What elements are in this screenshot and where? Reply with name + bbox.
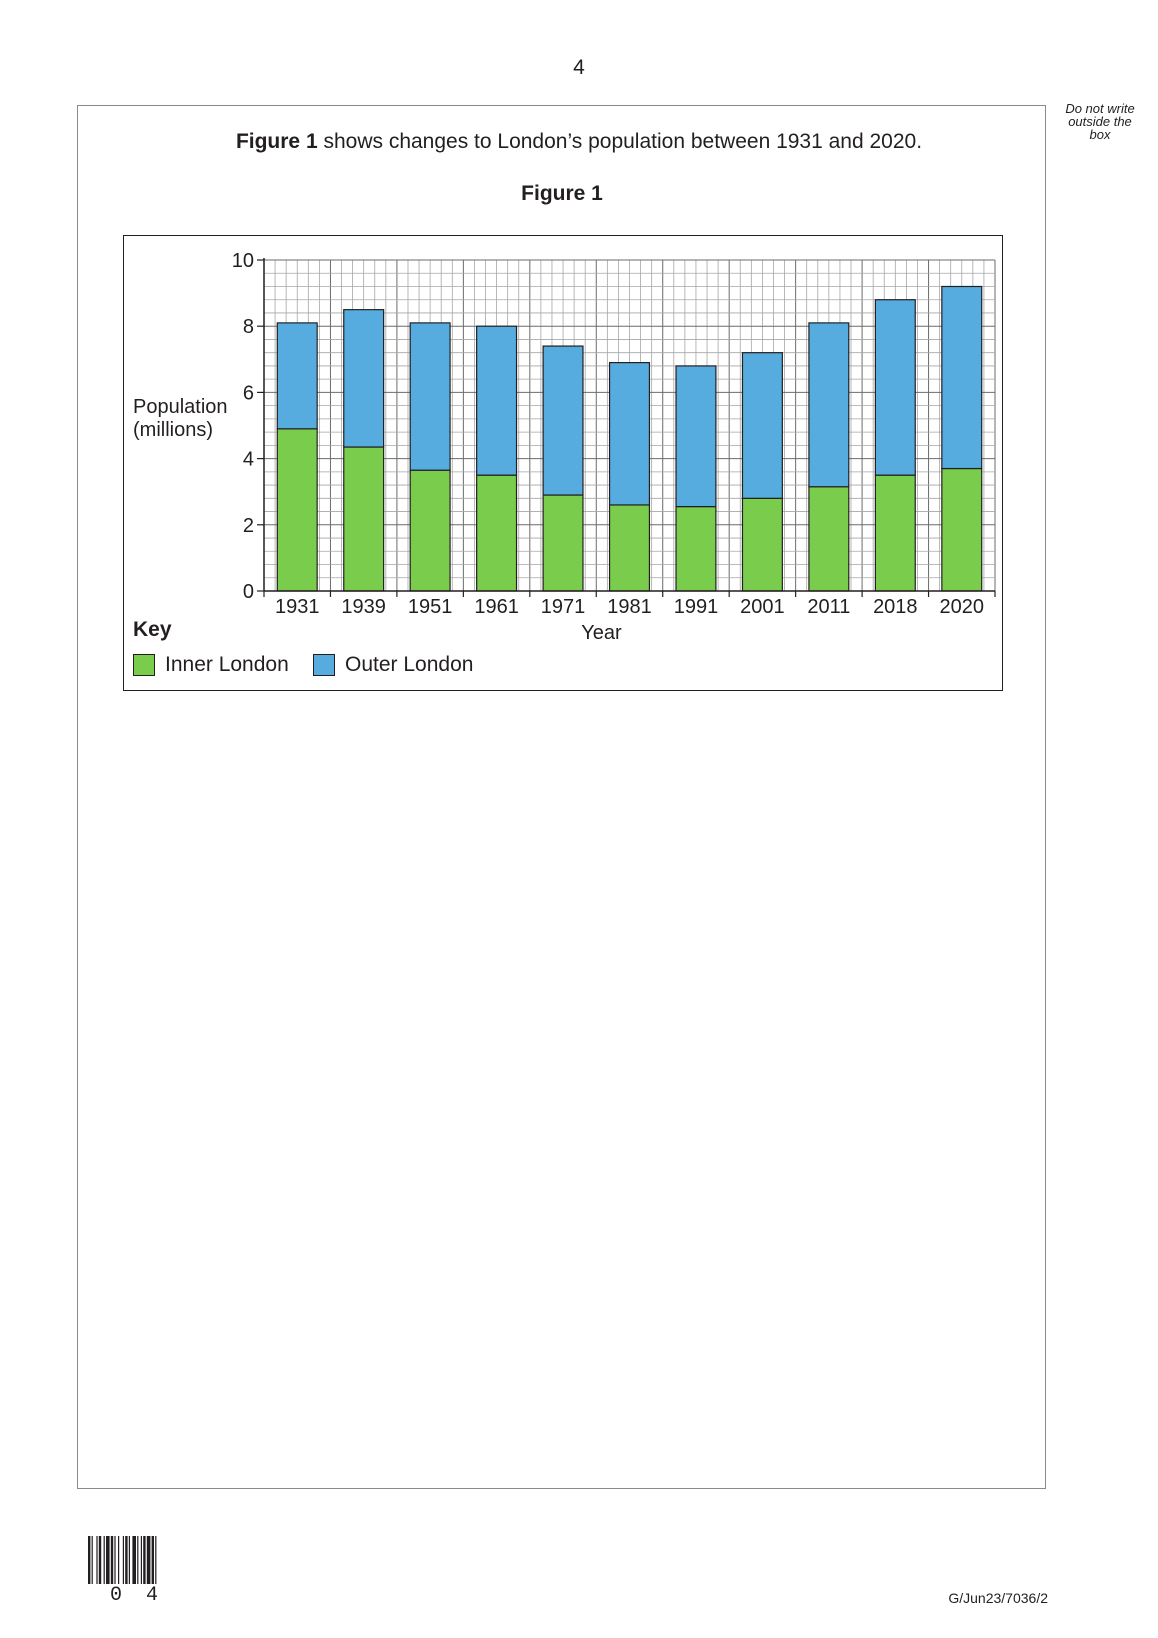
bar-inner-london-2011 <box>809 487 849 591</box>
bar-outer-london-1961 <box>477 326 517 475</box>
barcode-bar <box>137 1536 138 1584</box>
bar-outer-london-2020 <box>942 286 982 468</box>
inner-london-swatch <box>133 654 155 676</box>
x-tick-label-2020: 2020 <box>939 596 985 618</box>
inner-london-label: Inner London <box>165 653 289 676</box>
document-code: G/Jun23/7036/2 <box>948 1590 1048 1606</box>
barcode-bar <box>152 1536 154 1584</box>
bar-inner-london-1971 <box>543 495 583 591</box>
x-tick-label-2018: 2018 <box>873 596 918 618</box>
y-tick-label-2: 2 <box>242 514 254 537</box>
x-tick-label-1991: 1991 <box>673 596 719 618</box>
bar-inner-london-1991 <box>676 507 716 591</box>
bar-inner-london-2001 <box>742 498 782 591</box>
barcode-bar <box>147 1536 151 1584</box>
bar-outer-london-1931 <box>277 323 317 429</box>
bar-outer-london-1939 <box>344 310 384 447</box>
x-tick-label-1931: 1931 <box>274 596 320 618</box>
bar-inner-london-2018 <box>875 475 915 591</box>
bar-outer-london-2018 <box>875 300 915 475</box>
stacked-bar-chart <box>0 0 1158 720</box>
x-tick-label-2011: 2011 <box>807 596 851 618</box>
y-axis-label: Population (millions) <box>133 396 228 441</box>
outer-london-swatch <box>313 654 335 676</box>
barcode-bar <box>104 1536 105 1584</box>
x-tick-label-1939: 1939 <box>341 596 386 618</box>
y-tick-label-4: 4 <box>242 448 254 471</box>
key-title: Key <box>133 618 172 641</box>
outer-london-label: Outer London <box>345 653 474 676</box>
x-tick-label-1971: 1971 <box>540 596 586 618</box>
bar-inner-london-1931 <box>277 429 317 591</box>
bar-outer-london-1971 <box>543 346 583 495</box>
y-tick-label-0: 0 <box>242 581 254 603</box>
bar-inner-london-1961 <box>477 475 517 591</box>
barcode-bar <box>111 1536 113 1584</box>
barcode-bar <box>132 1536 136 1584</box>
barcode-bar <box>125 1536 127 1584</box>
barcode-bar <box>114 1536 115 1584</box>
bar-outer-london-2001 <box>742 353 782 499</box>
bar-inner-london-1981 <box>610 505 650 591</box>
barcode-bar <box>123 1536 124 1584</box>
bar-inner-london-2020 <box>942 469 982 591</box>
barcode-bar <box>129 1536 130 1584</box>
bar-outer-london-1981 <box>610 363 650 505</box>
barcode-bar <box>106 1536 110 1584</box>
key-item-outer-london <box>313 652 473 678</box>
margin-note: Do not write outside the box <box>1065 101 1135 142</box>
x-tick-label-1951: 1951 <box>407 596 453 618</box>
x-tick-label-1981: 1981 <box>607 596 652 618</box>
intro-bold: Figure 1 <box>235 130 318 153</box>
barcode-bar <box>92 1536 93 1584</box>
y-tick-label-6: 6 <box>242 382 254 405</box>
intro-rest: shows changes to London’s population between 1931 and 2020. <box>317 130 923 153</box>
barcode-bar <box>118 1536 119 1584</box>
figure-label: Figure 1 <box>521 182 603 205</box>
bar-outer-london-1991 <box>676 366 716 507</box>
key-item-inner-london <box>133 652 289 678</box>
x-axis-label: Year <box>581 622 622 644</box>
barcode-bar <box>143 1536 145 1584</box>
barcode-bar <box>88 1536 90 1584</box>
barcode-bar <box>141 1536 142 1584</box>
barcode-bar <box>96 1536 97 1584</box>
page-number: 4 <box>573 56 585 79</box>
bar-inner-london-1939 <box>344 447 384 591</box>
y-tick-label-8: 8 <box>242 316 254 339</box>
bar-outer-london-1951 <box>410 323 450 470</box>
barcode-digits: 0 4 <box>110 1584 165 1607</box>
barcode <box>88 1536 193 1584</box>
barcode-bar <box>155 1536 156 1584</box>
barcode-bar <box>99 1536 101 1584</box>
bar-outer-london-2011 <box>809 323 849 487</box>
y-tick-label-10: 10 <box>231 250 254 272</box>
x-tick-label-1961: 1961 <box>474 596 519 618</box>
bar-inner-london-1951 <box>410 470 450 591</box>
x-tick-label-2001: 2001 <box>740 596 785 618</box>
